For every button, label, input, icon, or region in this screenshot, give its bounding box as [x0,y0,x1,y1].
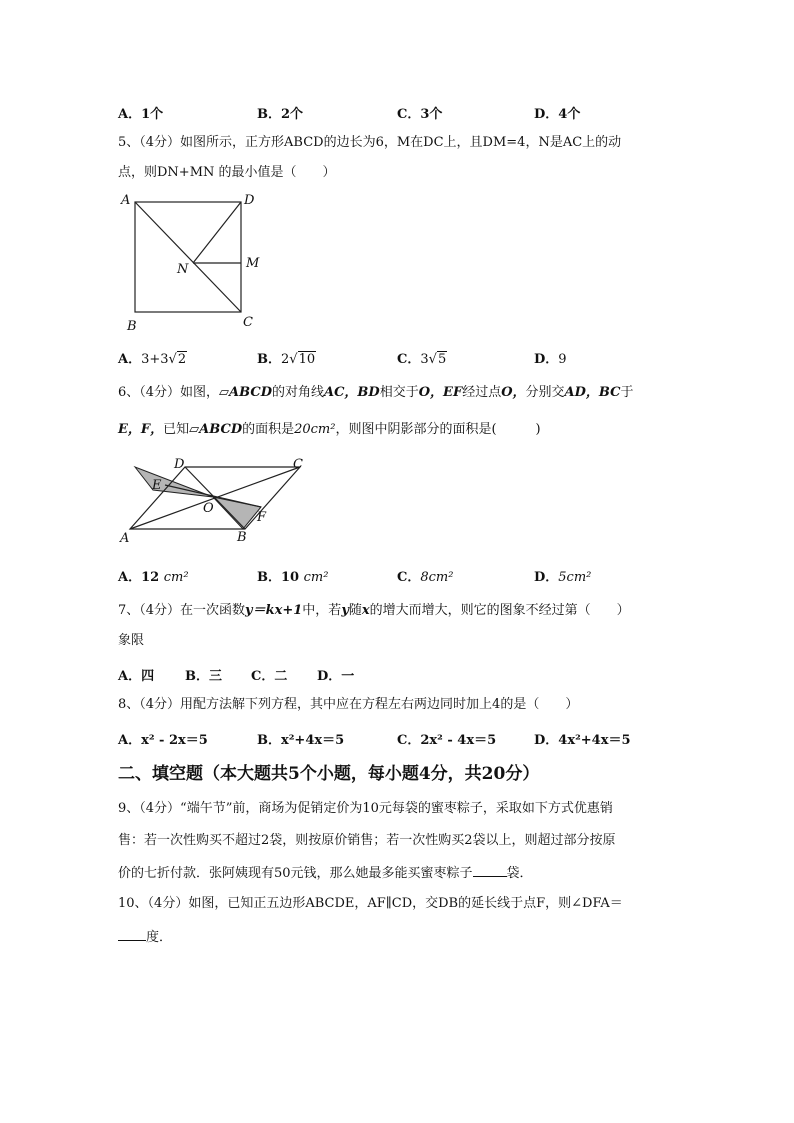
label-c: C [293,457,303,472]
q5-option-a: A．3+3√2 [118,352,187,367]
label-m: M [246,256,260,271]
q6-option-c: C．8cm² [397,570,454,585]
diagonal-ac [135,202,241,312]
q5-text-line2: 点，则DN+MN 的最小值是（ ） [118,165,336,180]
q10-text-line1: 10、（4分）如图，已知正五边形ABCDE，AF∥CD，交DB的延长线于点F，则∠DFA＝ [118,896,623,911]
label-e: E [152,478,162,493]
label-b: B [237,530,247,545]
q8-option-a: A．x² - 2x＝5 [118,733,208,748]
q5-option-b: B．2√10 [257,352,316,367]
label-c: C [243,315,253,330]
q4-option-a: A．1个 [118,107,164,122]
q6-option-b: B．10 cm² [257,570,329,585]
diagonal-bd [185,467,245,529]
q6-option-d: D．5cm² [534,570,592,585]
q4-option-d: D．4个 [534,107,581,122]
q4-option-b: B．2个 [257,107,304,122]
q8-option-c: C．2x² - 4x＝5 [397,733,497,748]
q6-option-a: A．12 cm² [118,570,189,585]
q4-option-c: C．3个 [397,107,443,122]
q5-square-figure [115,188,275,333]
label-a: A [120,531,130,546]
q9-text-line3: 价的七折付款．张阿姨现有50元钱，那么她最多能买蜜枣粽子 袋． [118,866,533,881]
label-d: D [244,193,255,208]
q6-text-line1: 6、（4分）如图，▱ABCD的对角线AC，BD相交于O，EF经过点O，分别交AD，BC于 [118,385,634,400]
segment-dn [193,202,241,263]
q7-text-line1: 7、（4分）在一次函数y＝kx+1中，若y随x的增大而增大，则它的图象不经过第（ ） [118,603,630,618]
label-o: O [203,501,214,516]
q8-option-b: B．x²+4x＝5 [257,733,345,748]
q7-option-a: A．四 [118,669,155,684]
q6-parallelogram-figure [115,455,315,547]
section-2-heading: 二、填空题（本大题共5个小题，每小题4分，共20分） [118,764,540,784]
q6-text-line2: E，F，已知▱ABCD的面积是20cm²，则图中阴影部分的面积是( ) [118,422,541,437]
q7-text-line2: 象限 [118,633,145,648]
q8-text-line1: 8、（4分）用配方法解下列方程，其中应在方程左右两边同时加上4的是（ ） [118,697,579,712]
q9-text-line2: 售：若一次性购买不超过2袋，则按原价销售；若一次性购买2袋以上，则超过部分按原 [118,833,616,848]
q5-text-line1: 5、（4分）如图所示，正方形ABCD的边长为6，M在DC上，且DM=4，N是AC上的动 [118,135,622,150]
q8-option-d: D．4x²+4x＝5 [534,733,631,748]
label-a: A [121,193,131,208]
q5-option-c: C．3√5 [397,352,447,367]
label-f: F [257,510,267,525]
q9-text-line1: 9、（4分）“端午节”前，商场为促销定价为10元每袋的蜜枣粽子，采取如下方式优惠销 [118,801,613,816]
q5-option-d: D．9 [534,352,567,367]
answer-blank [473,864,507,877]
q10-text-line2: 度． [118,928,172,946]
label-n: N [177,262,189,277]
label-b: B [127,319,137,334]
q7-option-d: D．一 [317,669,355,684]
q7-option-c: C．二 [251,669,288,684]
label-d: D [174,457,185,472]
answer-blank [118,928,146,941]
q7-option-b: B．三 [185,669,222,684]
